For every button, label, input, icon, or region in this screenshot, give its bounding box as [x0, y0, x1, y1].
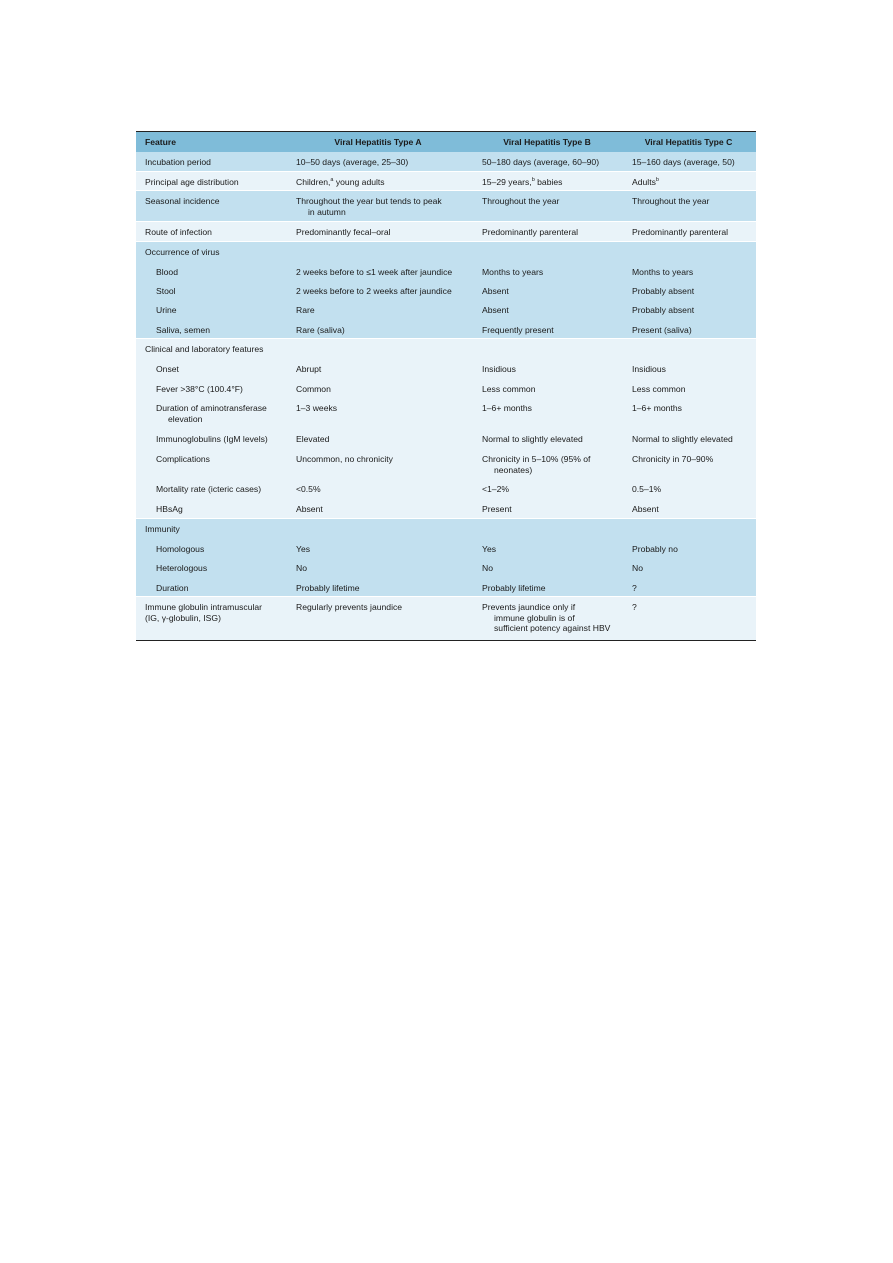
row-label: Incubation period	[145, 157, 211, 167]
cell-type-b: Normal to slightly elevated	[482, 434, 583, 444]
cell-type-c: Insidious	[632, 364, 666, 374]
table-row	[136, 152, 756, 172]
cell-type-b	[473, 597, 625, 640]
cell-text: Adults	[632, 177, 656, 187]
row-label: Fever >38°C (100.4°F)	[156, 384, 243, 394]
cell-text: Children,	[296, 177, 331, 187]
table-section-row	[136, 339, 756, 359]
cell-line: Prevents jaundice only if	[482, 602, 576, 612]
section-label: Occurrence of virus	[145, 247, 220, 257]
table-row	[136, 191, 756, 222]
table-row	[136, 359, 756, 379]
cell-type-b: 50–180 days (average, 60–90)	[482, 157, 600, 167]
cell-type-c: Months to years	[632, 267, 694, 277]
header-type-c: Viral Hepatitis Type C	[644, 136, 733, 147]
cell-type-c: Probably absent	[632, 305, 695, 315]
cell-text: 15–29 years,	[482, 177, 532, 187]
row-label: Route of infection	[145, 227, 212, 237]
row-label: Blood	[156, 267, 178, 277]
footnote-marker: b	[655, 177, 659, 184]
cell-type-b: Insidious	[482, 364, 516, 374]
row-label: Stool	[156, 286, 176, 296]
cell-type-c: ?	[632, 583, 637, 593]
cell-type-b: 1–6+ months	[482, 403, 532, 413]
cell-type-c: ?	[632, 602, 637, 612]
cell-type-a: 2 weeks before to ≤1 week after jaundice	[296, 267, 453, 277]
header-type-a: Viral Hepatitis Type A	[334, 136, 422, 147]
row-label: Complications	[156, 454, 210, 464]
table-section-row	[136, 519, 756, 539]
cell-type-a: Common	[296, 384, 331, 394]
row-label: Seasonal incidence	[145, 196, 220, 206]
table-row	[136, 558, 756, 578]
cell-type-b	[473, 449, 625, 479]
cell-type-b: Predominantly parenteral	[482, 227, 579, 237]
cell-type-b: Less common	[482, 384, 536, 394]
row-label: Principal age distribution	[145, 177, 239, 187]
table-row	[136, 320, 756, 339]
cell-text: babies	[534, 177, 563, 187]
cell-type-a: 2 weeks before to 2 weeks after jaundice	[296, 286, 452, 296]
cell-type-a	[287, 172, 473, 190]
cell-type-a: Probably lifetime	[296, 583, 360, 593]
table-row	[136, 578, 756, 597]
cell-type-c: Chronicity in 70–90%	[632, 454, 714, 464]
cell-type-c: Probably absent	[632, 286, 695, 296]
cell-line: (IG, γ-globulin, ISG)	[145, 612, 221, 623]
table-row	[136, 281, 756, 300]
table-section-row	[136, 242, 756, 262]
cell-type-c: Predominantly parenteral	[632, 227, 729, 237]
cell-line: Throughout the year but tends to peak	[296, 196, 442, 206]
cell-type-c: No	[632, 563, 643, 573]
cell-type-c: Probably no	[632, 544, 678, 554]
row-label: Heterologous	[156, 563, 208, 573]
cell-type-a: 10–50 days (average, 25–30)	[296, 157, 409, 167]
cell-type-c: Less common	[632, 384, 686, 394]
row-label: Saliva, semen	[156, 325, 210, 335]
row-label: HBsAg	[156, 504, 183, 514]
cell-type-a: Absent	[296, 504, 323, 514]
hepatitis-comparison-table	[136, 131, 756, 641]
cell-type-b: <1–2%	[482, 484, 509, 494]
cell-type-b: Probably lifetime	[482, 583, 546, 593]
cell-type-a: Rare	[296, 305, 315, 315]
cell-type-a: No	[296, 563, 307, 573]
cell-type-a: Rare (saliva)	[296, 325, 345, 335]
table-row	[136, 479, 756, 499]
cell-line: immune globulin is of	[494, 612, 575, 623]
table-header-row	[136, 132, 756, 152]
cell-line: sufficient potency against HBV	[494, 623, 611, 633]
cell-text: young adults	[333, 177, 385, 187]
cell-type-b: Yes	[482, 544, 497, 554]
cell-type-c	[625, 172, 756, 190]
cell-type-c: Throughout the year	[632, 196, 710, 206]
cell-type-c: Present (saliva)	[632, 325, 692, 335]
footnote-marker: a	[330, 177, 334, 184]
cell-type-a: Regularly prevents jaundice	[296, 602, 403, 612]
cell-type-c: 0.5–1%	[632, 484, 662, 494]
row-label: Duration	[156, 583, 189, 593]
table-row	[136, 398, 756, 429]
table-row	[136, 499, 756, 519]
cell-type-c: 1–6+ months	[632, 403, 682, 413]
cell-type-c: 15–160 days (average, 50)	[632, 157, 735, 167]
cell-type-a: Abrupt	[296, 364, 322, 374]
cell-type-a: 1–3 weeks	[296, 403, 338, 413]
cell-type-a: Yes	[296, 544, 311, 554]
row-label: Urine	[156, 305, 177, 315]
header-feature: Feature	[145, 136, 177, 147]
table-row	[136, 449, 756, 479]
table-row	[136, 429, 756, 449]
cell-type-b: Frequently present	[482, 325, 554, 335]
row-label	[136, 597, 287, 640]
table-row	[136, 597, 756, 640]
row-label: Mortality rate (icteric cases)	[156, 484, 262, 494]
cell-type-a	[287, 191, 473, 221]
cell-line: neonates)	[494, 464, 533, 475]
cell-type-c: Normal to slightly elevated	[632, 434, 733, 444]
cell-line: in autumn	[308, 206, 346, 217]
cell-type-b: Present	[482, 504, 512, 514]
table-row	[136, 262, 756, 281]
row-label: Onset	[156, 364, 179, 374]
cell-type-c: Absent	[632, 504, 659, 514]
table-row	[136, 300, 756, 320]
cell-line: Chronicity in 5–10% (95% of	[482, 454, 591, 464]
row-label: Immunoglobulins (IgM levels)	[156, 434, 268, 444]
cell-type-a: Predominantly fecal–oral	[296, 227, 391, 237]
table-row	[136, 539, 756, 558]
footnote-marker: b	[531, 177, 535, 184]
table-row	[136, 172, 756, 191]
header-type-b: Viral Hepatitis Type B	[503, 136, 591, 147]
cell-line: elevation	[168, 413, 203, 424]
cell-line: Immune globulin intramuscular	[145, 602, 263, 612]
cell-type-b: Absent	[482, 305, 509, 315]
cell-type-b	[473, 172, 625, 190]
row-label: Homologous	[156, 544, 205, 554]
cell-type-a: Uncommon, no chronicity	[296, 454, 393, 464]
row-label	[136, 398, 287, 429]
cell-type-b: Absent	[482, 286, 509, 296]
cell-type-b: Throughout the year	[482, 196, 560, 206]
cell-type-b: Months to years	[482, 267, 544, 277]
section-label: Clinical and laboratory features	[145, 344, 264, 354]
cell-type-a: Elevated	[296, 434, 330, 444]
cell-type-b: No	[482, 563, 493, 573]
cell-line: Duration of aminotransferase	[156, 403, 267, 413]
table-row	[136, 222, 756, 242]
cell-type-a: <0.5%	[296, 484, 321, 494]
section-label: Immunity	[145, 524, 180, 534]
table-row	[136, 379, 756, 398]
